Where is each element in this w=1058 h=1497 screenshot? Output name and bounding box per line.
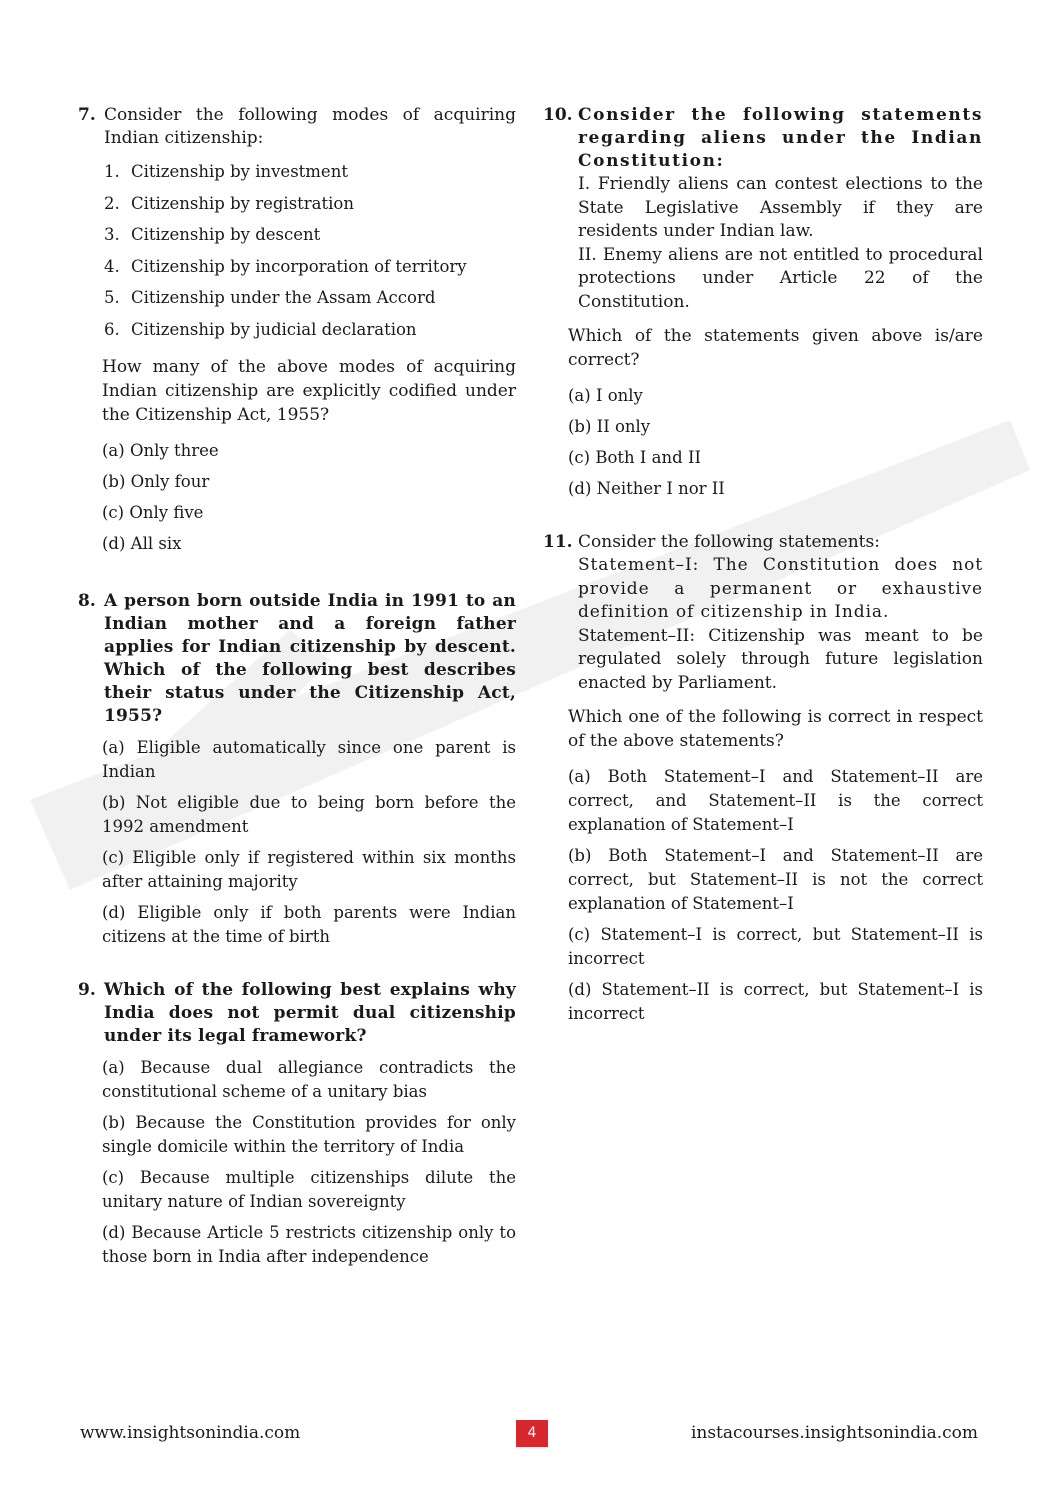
option-c: (c) Only five [102, 502, 204, 522]
option-a: (a) I only [568, 386, 643, 405]
option-c: (c) Eligible only if registered within six months after attaining majority [102, 847, 516, 891]
option-b: (b) Not eligible due to being born before the 1992 amendment [102, 792, 516, 836]
question-text: Which of the following best explains why India does not permit dual citizenship under its legal framework? [104, 979, 516, 1046]
list-item: 6. Citizenship by judicial declaration [104, 319, 417, 339]
question-prompt: Which one of the following is correct in respect of the above statements? [568, 707, 983, 751]
option-a: (a) Only three [102, 440, 219, 460]
statement-2: Statement–II: Citizenship was meant to be regulated solely through future legislation enacted by Parliament. [578, 625, 983, 693]
question-number: 11. [543, 532, 573, 552]
option-d: (d) Eligible only if both parents were Indian citizens at the time of birth [102, 902, 516, 946]
footer-courses-link[interactable]: instacourses.insightsonindia.com [690, 1423, 978, 1443]
question-text: Consider the following statements regarding aliens under the Indian Constitution: [578, 105, 983, 171]
options [102, 439, 516, 556]
question-number: 9. [78, 979, 96, 1000]
question-11 [543, 531, 983, 1026]
question-prompt: How many of the above modes of acquiring Indian citizenship are explicitly codified under the Citizenship Act, 1955? [102, 356, 516, 425]
statement-1: I. Friendly aliens can contest elections to the State Legislative Assembly if they are residents under Indian law. [578, 174, 983, 241]
options [568, 384, 983, 501]
option-b: (b) Only four [102, 471, 210, 491]
option-b: (b) Because the Constitution provides for only single domicile within the territory of India [102, 1112, 516, 1156]
mode-list [104, 160, 516, 341]
option-a: (a) Because dual allegiance contradicts the constitutional scheme of a unitary bias [102, 1057, 516, 1101]
list-item: 5. Citizenship under the Assam Accord [104, 288, 436, 307]
question-7 [78, 104, 516, 556]
option-d: (d) Because Article 5 restricts citizenship only to those born in India after independence [102, 1222, 516, 1266]
list-item: 4. Citizenship by incorporation of territory [104, 256, 467, 276]
question-number: 7. [78, 105, 96, 125]
question-text: Consider the following statements: [578, 532, 880, 552]
option-d: (d) Neither I nor II [568, 479, 725, 498]
page-number: 4 [516, 1420, 548, 1447]
options [102, 1056, 516, 1269]
option-b: (b) Both Statement–I and Statement–II are correct, but Statement–II is not the correct explanation of Statement–I [568, 846, 983, 913]
left-column [78, 104, 516, 1276]
question-number: 8. [78, 590, 96, 611]
list-item: 3. Citizenship by descent [104, 225, 321, 244]
question-9 [78, 979, 516, 1269]
option-c: (c) Because multiple citizenships dilute the unitary nature of Indian sovereignty [102, 1167, 516, 1211]
question-text: A person born outside India in 1991 to an Indian mother and a foreign father applies for Indian citizenship by descent. Which of the following best describes their status under the Citizenship Act, 1955? [104, 590, 516, 726]
question-text: Consider the following modes of acquiring Indian citizenship: [104, 105, 516, 148]
option-c: (c) Statement–I is correct, but Statement–II is incorrect [568, 925, 983, 968]
statement-1: Statement–I: The Constitution does not provide a permanent or exhaustive definition of citizenship in India. [578, 555, 983, 622]
question-8 [78, 590, 516, 949]
option-a: (a) Both Statement–I and Statement–II are correct, and Statement–II is the correct explanation of Statement–I [568, 767, 983, 834]
footer-website-link[interactable]: www.insightsonindia.com [80, 1423, 301, 1443]
option-c: (c) Both I and II [568, 448, 701, 467]
option-d: (d) All six [102, 533, 182, 553]
options [568, 765, 983, 1026]
list-item: 2. Citizenship by registration [104, 193, 354, 213]
statement-2: II. Enemy aliens are not entitled to procedural protections under Article 22 of the Constitution. [578, 244, 983, 312]
options [102, 736, 516, 949]
question-number: 10. [543, 105, 573, 125]
right-column [543, 104, 983, 1033]
list-item: 1. Citizenship by investment [104, 162, 348, 181]
option-d: (d) Statement–II is correct, but Statement–I is incorrect [568, 980, 983, 1023]
option-a: (a) Eligible automatically since one parent is Indian [102, 737, 516, 781]
question-10 [543, 104, 983, 501]
option-b: (b) II only [568, 417, 651, 436]
question-prompt: Which of the statements given above is/are correct? [568, 326, 983, 370]
